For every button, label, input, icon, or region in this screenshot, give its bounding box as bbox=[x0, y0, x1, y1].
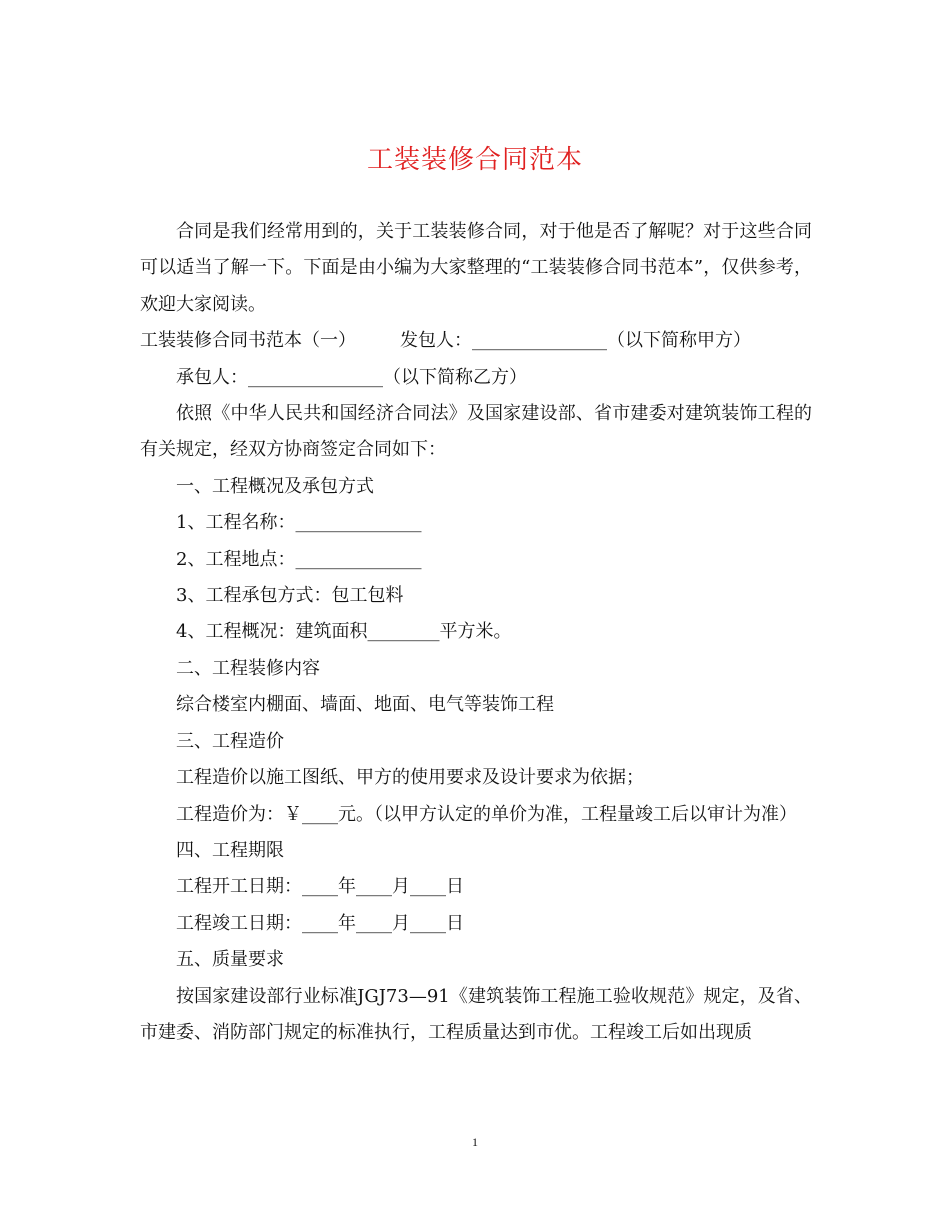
decoration-content-line: 综合楼室内棚面、墙面、地面、电气等装饰工程 bbox=[176, 694, 554, 716]
cost-basis-line: 工程造价以施工图纸、甲方的使用要求及设计要求为依据； bbox=[176, 767, 644, 789]
basis-paragraph: 依照《中华人民共和国经济合同法》及国家建设部、省市建委对建筑装饰工程的有关规定，经双方协商签定合同如下： bbox=[140, 403, 812, 461]
project-name-line: 1、工程名称：______________ bbox=[176, 512, 422, 534]
intro-paragraph: 合同是我们经常用到的，关于工装装修合同，对于他是否了解呢？对于这些合同可以适当了解一下。下面是由小编为大家整理的“工装装修合同书范本”，仅供参考，欢迎大家阅读。 bbox=[140, 221, 812, 315]
sample-heading: 工装装修合同书范本（一） bbox=[140, 330, 356, 352]
document-body bbox=[140, 214, 812, 1051]
project-location-line: 2、工程地点：______________ bbox=[176, 548, 422, 570]
section-heading-3: 三、工程造价 bbox=[176, 730, 284, 752]
section-heading-5: 五、质量要求 bbox=[176, 949, 284, 971]
contract-method-line: 3、工程承包方式：包工包料 bbox=[176, 585, 404, 607]
start-date-line: 工程开工日期：____年____月____日 bbox=[176, 876, 464, 898]
section-heading-2: 二、工程装修内容 bbox=[176, 657, 320, 679]
party-b-line: 承包人：_______________（以下简称乙方） bbox=[176, 366, 527, 388]
cost-amount-paragraph: 工程造价为：￥____元。（以甲方认定的单价为准，工程量竣工后以审计为准） bbox=[176, 803, 797, 825]
project-overview-line: 4、工程概况：建筑面积________平方米。 bbox=[176, 621, 512, 643]
sample-heading-line bbox=[140, 323, 812, 359]
document-title: 工装装修合同范本 bbox=[366, 145, 583, 175]
page-number: 1 bbox=[472, 1135, 478, 1149]
end-date-line: 工程竣工日期：____年____月____日 bbox=[176, 912, 464, 934]
section-heading-4: 四、工程期限 bbox=[176, 839, 284, 861]
party-a-line: 发包人：_______________（以下简称甲方） bbox=[400, 330, 751, 352]
quality-paragraph: 按国家建设部行业标准JGJ73—91《建筑装饰工程施工验收规范》规定，及省、市建委、消防部门规定的标准执行，工程质量达到市优。工程竣工后如出现质 bbox=[140, 985, 812, 1043]
section-heading-1: 一、工程概况及承包方式 bbox=[176, 475, 374, 497]
